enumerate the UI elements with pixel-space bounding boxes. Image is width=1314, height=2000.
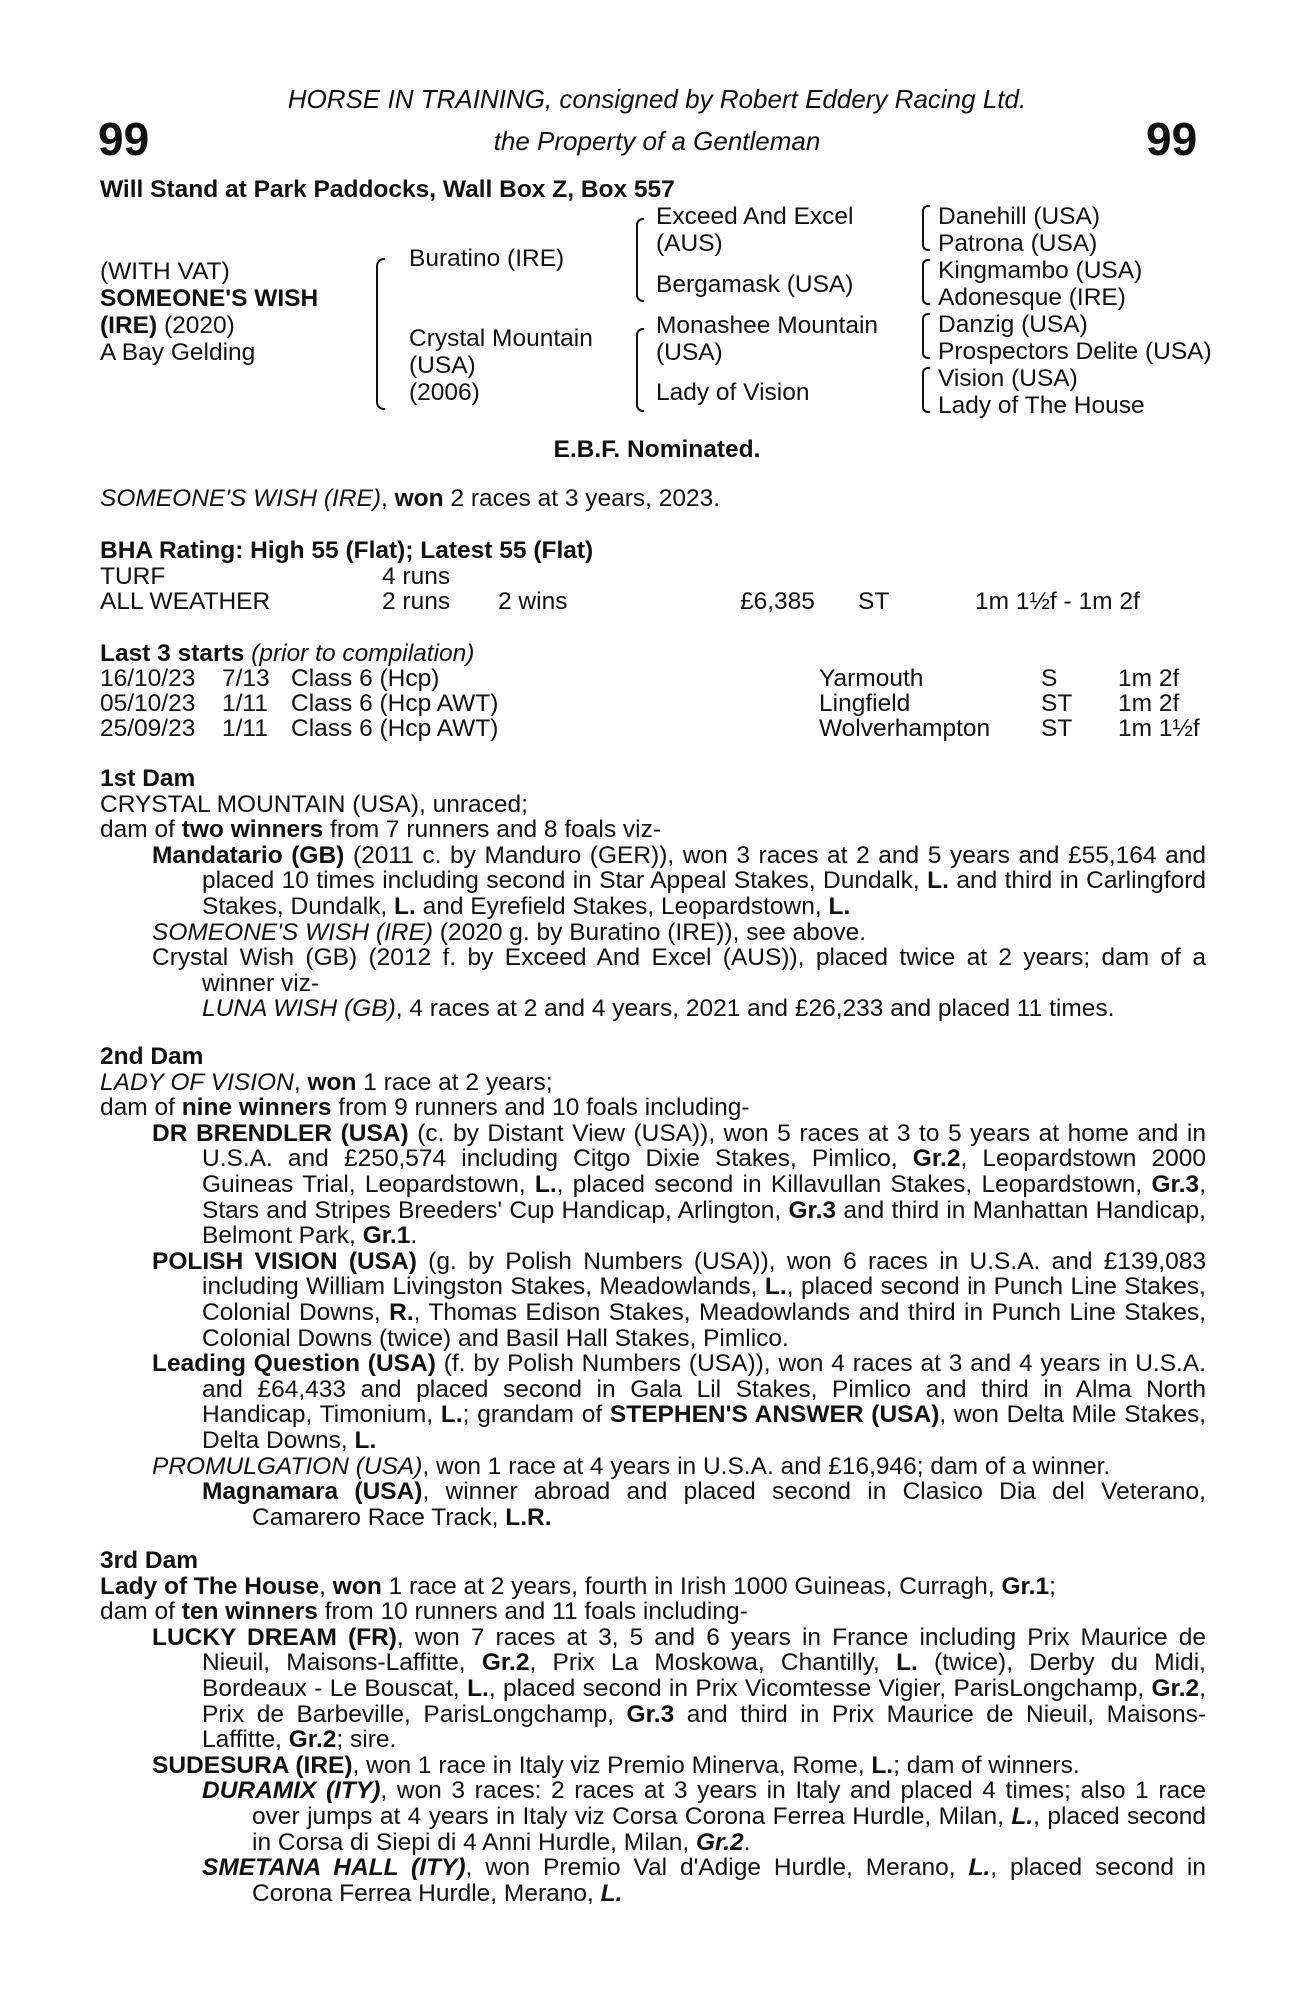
horse-name-country-year <box>100 312 235 339</box>
great-granddam-2: Adonesque (IRE) <box>938 284 1126 311</box>
great-grandsire-4: Vision (USA) <box>938 365 1078 392</box>
bha-rating-title: BHA Rating: High 55 (Flat); Latest 55 (Flat) <box>100 537 594 564</box>
progeny-luna-wish: LUNA WISH (GB), 4 races at 2 and 4 years, 2021 and £26,233 and placed 11 times. <box>202 995 1115 1023</box>
pedigree-brace-g1 <box>922 205 930 251</box>
last-starts-title: Last 3 starts <box>100 640 245 667</box>
second-dam-title: 2nd Dam <box>100 1043 204 1070</box>
horse-description: A Bay Gelding <box>100 339 256 366</box>
start-class: Class 6 (Hcp AWT) <box>291 715 499 742</box>
horse-year: (2020) <box>157 312 235 339</box>
stabling-location: Will Stand at Park Paddocks, Wall Box Z, Box 557 <box>100 176 675 203</box>
last-starts-heading <box>100 640 474 668</box>
aw-runs: 2 runs <box>382 588 451 615</box>
start-class: Class 6 (Hcp AWT) <box>291 690 499 717</box>
progeny-dr-brendler: DR BRENDLER (USA) (c. by Distant View (USA)), won 5 races at 3 to 5 years at home and in U.S.A. and £250,574 including Citgo Dixie Stakes, Pimlico, Gr.2, Leopardstown 2000 Guineas Trial, Leopardstown, L., placed second in Killavullan Stakes, Leopardstown, Gr.3, Stars and Stripes Breeders' Cup Handicap, Arlington, Gr.3 and third in Manhattan Handicap, Belmont Park, Gr.1. <box>152 1119 1206 1250</box>
dam-line1: Crystal Mountain <box>409 325 593 352</box>
first-dam-section <box>100 766 1206 1022</box>
header-consignor: HORSE IN TRAINING, consigned by Robert Eddery Racing Ltd. <box>287 84 1027 114</box>
start-going: ST <box>1041 715 1073 742</box>
turf-label: TURF <box>100 563 166 590</box>
start-going: S <box>1041 665 1058 692</box>
start-date: 05/10/23 <box>100 690 196 717</box>
great-granddam-1: Patrona (USA) <box>938 230 1098 257</box>
ebf-nominated: E.B.F. Nominated. <box>553 436 761 463</box>
aw-label: ALL WEATHER <box>100 588 271 615</box>
lot-number-left: 99 <box>98 113 150 165</box>
pedigree-brace-g4 <box>922 367 930 413</box>
dam-line3: (2006) <box>409 379 480 406</box>
start-date: 25/09/23 <box>100 715 196 742</box>
sire-dam: Bergamask (USA) <box>656 271 854 298</box>
second-dam-section <box>100 1044 1206 1530</box>
race-summary <box>100 486 720 512</box>
start-position: 1/11 <box>222 690 268 717</box>
summary-won: won <box>394 485 444 512</box>
turf-runs: 4 runs <box>382 563 451 590</box>
sire: Buratino (IRE) <box>409 245 565 272</box>
start-distance: 1m 1½f <box>1118 715 1200 742</box>
second-dam-produce: dam of nine winners from 9 runners and 10 foals including- <box>100 1094 750 1122</box>
start-position: 1/11 <box>222 715 268 742</box>
horse-country: (IRE) <box>100 312 158 339</box>
summary-name: SOMEONE'S WISH (IRE) <box>100 485 381 512</box>
start-class: Class 6 (Hcp) <box>291 665 440 692</box>
first-dam-title: 1st Dam <box>100 765 196 792</box>
first-dam-produce: dam of two winners from 7 runners and 8 foals viz- <box>100 816 661 844</box>
start-date: 16/10/23 <box>100 665 196 692</box>
great-granddam-4: Lady of The House <box>938 392 1145 419</box>
pedigree-brace-g3 <box>922 313 930 359</box>
header-property: the Property of a Gentleman <box>493 126 821 156</box>
summary-sep: , <box>381 485 395 512</box>
third-dam-line: Lady of The House, won 1 race at 2 years, fourth in Irish 1000 Guineas, Curragh, Gr.1; <box>100 1572 1056 1600</box>
start-course: Lingfield <box>819 690 911 717</box>
third-dam-section <box>100 1548 1206 1906</box>
start-going: ST <box>1041 690 1073 717</box>
progeny-mandatario: Mandatario (GB) (2011 c. by Manduro (GER)), won 3 races at 2 and 5 years and £55,164 and placed 10 times including second in Star Appeal Stakes, Dundalk, L. and third in Carlingford Stakes, Dundalk, L. and Eyrefield Stakes, Leopardstown, L. <box>152 841 1207 920</box>
second-dam-line: LADY OF VISION, won 1 race at 2 years; <box>100 1068 553 1096</box>
aw-distance: 1m 1½f - 1m 2f <box>975 588 1140 615</box>
start-position: 7/13 <box>222 665 270 692</box>
progeny-leading-question: Leading Question (USA) (f. by Polish Numbers (USA)), won 4 races at 3 and 4 years in U.S.A. and £64,433 and placed second in Gala Lil Stakes, Pimlico and third in Alma North Handicap, Timonium, L.; grandam of STEPHEN'S ANSWER (USA), won Delta Mile Stakes, Delta Downs, L. <box>152 1350 1207 1454</box>
dam-sire-line2: (USA) <box>656 339 723 366</box>
summary-rest: 2 races at 3 years, 2023. <box>443 485 721 512</box>
sire-sire-line2: (AUS) <box>656 230 723 257</box>
great-granddam-3: Prospectors Delite (USA) <box>938 338 1212 365</box>
progeny-lucky-dream: LUCKY DREAM (FR), won 7 races at 3, 5 and 6 years in France including Prix Maurice de Nieuil, Maisons-Laffitte, Gr.2, Prix La Moskowa, Chantilly, L. (twice), Derby du Midi, Bordeaux - Le Bouscat, L., placed second in Prix Vicomtesse Vigier, ParisLongchamp, Gr.2, Prix de Barbeville, ParisLongchamp, Gr.3 and third in Prix Maurice de Nieuil, Maisons-Laffitte, Gr.2; sire. <box>152 1623 1206 1754</box>
lot-number-right: 99 <box>1146 113 1198 165</box>
third-dam-title: 3rd Dam <box>100 1547 199 1574</box>
progeny-promulgation: PROMULGATION (USA), won 1 race at 4 years in U.S.A. and £16,946; dam of a winner. <box>152 1452 1111 1480</box>
progeny-smetana-hall: SMETANA HALL (ITY), won Premio Val d'Adige Hurdle, Merano, L., placed second in Corona Ferrea Hurdle, Merano, L. <box>202 1854 1206 1907</box>
pedigree-brace-g2 <box>922 259 930 305</box>
dam-sire-line1: Monashee Mountain <box>656 312 879 339</box>
third-dam-produce: dam of ten winners from 10 runners and 11 foals including- <box>100 1598 748 1626</box>
pedigree-brace-dam <box>636 328 644 412</box>
sire-sire-line1: Exceed And Excel <box>656 203 854 230</box>
aw-wins: 2 wins <box>498 588 568 615</box>
great-grandsire-1: Danehill (USA) <box>938 203 1101 230</box>
dam-line2: (USA) <box>409 352 476 379</box>
progeny-crystal-wish: Crystal Wish (GB) (2012 f. by Exceed And Excel (AUS)), placed twice at 2 years; dam of a winner viz- <box>152 944 1206 997</box>
pedigree-brace-main <box>376 258 385 410</box>
vat-note: (WITH VAT) <box>100 258 230 285</box>
first-dam-line: CRYSTAL MOUNTAIN (USA), unraced; <box>100 790 528 818</box>
great-grandsire-3: Danzig (USA) <box>938 311 1088 338</box>
start-course: Wolverhampton <box>819 715 991 742</box>
progeny-someones-wish: SOMEONE'S WISH (IRE) (2020 g. by Buratino (IRE)), see above. <box>152 918 867 946</box>
progeny-sudesura: SUDESURA (IRE), won 1 race in Italy viz Premio Minerva, Rome, L.; dam of winners. <box>152 1751 1080 1779</box>
progeny-duramix: DURAMIX (ITY), won 3 races: 2 races at 3 years in Italy and placed 4 times; also 1 race over jumps at 4 years in Italy viz Corsa Corona Ferrea Hurdle, Milan, L., placed second in Corsa di Siepi di 4 Anni Hurdle, Milan, Gr.2. <box>202 1777 1206 1856</box>
start-course: Yarmouth <box>819 665 924 692</box>
dam-dam: Lady of Vision <box>656 379 810 406</box>
start-distance: 1m 2f <box>1118 665 1180 692</box>
progeny-polish-vision: POLISH VISION (USA) (g. by Polish Numbers (USA)), won 6 races in U.S.A. and £139,083 including William Livingston Stakes, Meadowlands, L., placed second in Punch Line Stakes, Colonial Downs, R., Thomas Edison Stakes, Meadowlands and third in Punch Line Stakes, Colonial Downs (twice) and Basil Hall Stakes, Pimlico. <box>152 1247 1206 1352</box>
aw-going: ST <box>858 588 890 615</box>
great-grandsire-2: Kingmambo (USA) <box>938 257 1143 284</box>
last-starts-note: (prior to compilation) <box>244 640 475 667</box>
start-distance: 1m 2f <box>1118 690 1180 717</box>
horse-name: SOMEONE'S WISH <box>100 285 319 312</box>
progeny-magnamara: Magnamara (USA), winner abroad and placed second in Clasico Dia del Veterano, Camarero Race Track, L.R. <box>202 1478 1206 1531</box>
aw-prize: £6,385 <box>740 588 815 615</box>
pedigree-brace-sire <box>636 218 644 302</box>
